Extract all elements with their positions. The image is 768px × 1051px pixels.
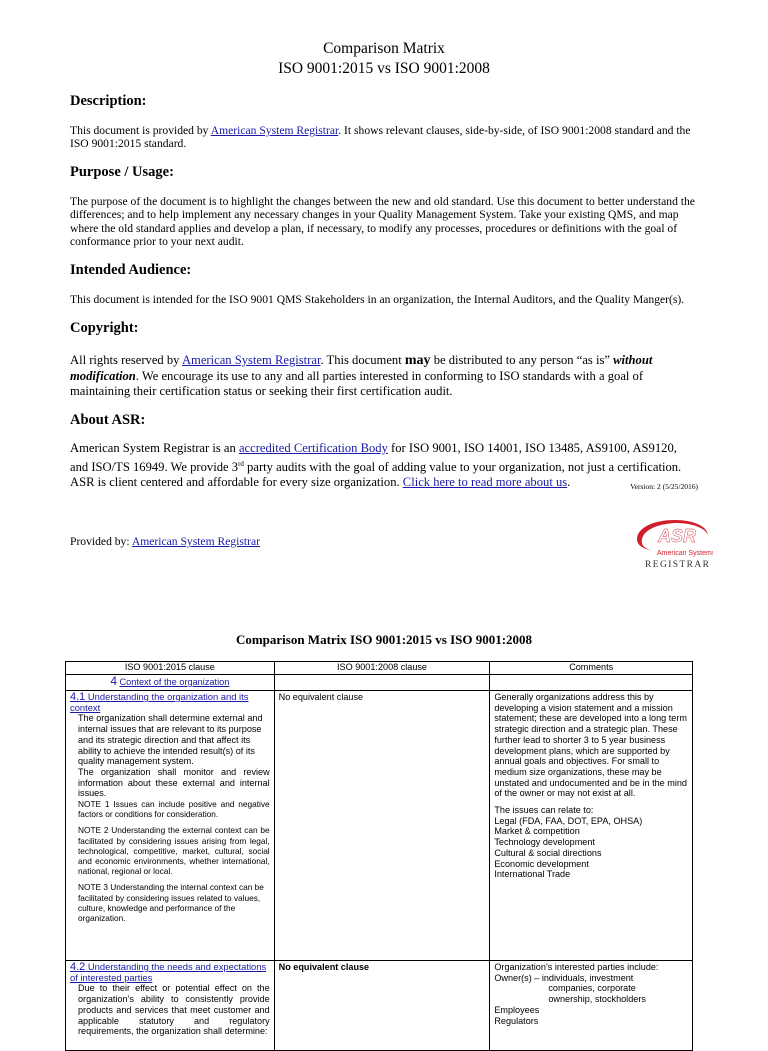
provided-by xyxy=(70,535,260,548)
table-header-row xyxy=(66,662,693,675)
column-header: ISO 9001:2015 clause xyxy=(66,662,275,675)
list-item: Market & competition xyxy=(494,826,580,837)
clause-heading xyxy=(70,692,270,713)
without-modification-emphasis: without modification xyxy=(70,353,653,383)
old-clause-cell: No equivalent clause xyxy=(274,691,490,961)
copyright-text xyxy=(70,353,698,400)
clause-number: 4.1 xyxy=(70,691,86,703)
list-item: Regulators xyxy=(494,1015,539,1026)
list-item: Legal (FDA, FAA, DOT, EPA, OHSA) xyxy=(494,815,643,826)
column-header: ISO 9001:2008 clause xyxy=(274,662,490,675)
list-item: International Trade xyxy=(494,869,571,880)
asr-logo xyxy=(633,517,713,571)
old-clause-cell: No equivalent clause xyxy=(274,961,490,1051)
comments-cell xyxy=(490,961,693,1051)
description-text xyxy=(70,124,698,151)
clause-body-2: The organization shall monitor and review information about these external and internal issues. xyxy=(78,766,270,799)
section-row xyxy=(66,675,693,691)
description-heading: Description: xyxy=(70,93,147,109)
copyright-heading: Copyright: xyxy=(70,320,139,336)
clause-link-4-2[interactable] xyxy=(70,961,266,983)
asr-link[interactable]: American System Registrar xyxy=(210,124,339,137)
comparison-table xyxy=(65,661,693,1051)
clause-number: 4.2 xyxy=(70,961,86,973)
logo-line2: REGISTRAR xyxy=(645,560,711,570)
list-item: Cultural & social directions xyxy=(494,847,602,858)
asr-link[interactable]: American System Registrar xyxy=(181,353,321,367)
copyright-text-b: . This document xyxy=(320,353,405,367)
clause-title: Understanding the needs and expectations of interested parties xyxy=(70,961,267,983)
logo-mark: ASR xyxy=(658,526,697,546)
empty-cell xyxy=(490,675,693,691)
clause-note-2: NOTE 2 Understanding the external context can be facilitated by considering issues arising from legal, technological, competitive, market, cultural, social and economic environments, whether international, national, regional or local. xyxy=(78,825,270,877)
accredited-body-link[interactable]: accredited Certification Body xyxy=(238,441,388,455)
list-item: Owner(s) – individuals, investment xyxy=(494,972,634,983)
about-text-d: . xyxy=(567,475,571,490)
version-label: Version: 2 (5/25/2016) xyxy=(630,482,698,491)
table-row xyxy=(66,691,693,961)
about-heading: About ASR: xyxy=(70,412,146,428)
about-text xyxy=(70,441,698,491)
clause-link-4-1[interactable] xyxy=(70,691,248,713)
audience-heading: Intended Audience: xyxy=(70,262,192,278)
provided-by-label: Provided by: xyxy=(70,535,132,548)
copyright-text-c: be distributed to any person “as is” xyxy=(430,353,614,367)
table-row xyxy=(66,961,693,1051)
column-header: Comments xyxy=(490,662,693,675)
comments-cell xyxy=(490,691,693,961)
list-item: Employees xyxy=(494,1004,540,1015)
audience-text: This document is intended for the ISO 9001 QMS Stakeholders in an organization, the Internal Auditors, and the Quality Manger(s). xyxy=(70,293,685,306)
comments-intro: Organization’s interested parties include: xyxy=(494,962,659,972)
empty-cell xyxy=(274,675,490,691)
logo-line1: American Systems xyxy=(657,550,713,557)
copyright-text-a: All rights reserved by xyxy=(70,353,182,367)
asr-logo-graphic xyxy=(633,517,713,571)
issues-intro: The issues can relate to: xyxy=(494,805,594,816)
clause-cell xyxy=(66,961,275,1051)
clause-cell xyxy=(66,691,275,961)
list-item: ownership, stockholders xyxy=(548,994,646,1005)
clause-body: The organization shall determine external and internal issues that are relevant to its purpose and its strategic direction and that affect its ability to achieve the intended result(s) of its quality management system. xyxy=(78,713,263,767)
provided-by-link[interactable]: American System Registrar xyxy=(131,535,260,548)
read-more-link[interactable]: Click here to read more about us xyxy=(402,475,568,490)
description-text-b: . It shows relevant clauses, side-by-side, of ISO 9001:2008 standard and the ISO 9001:2015 standard. xyxy=(70,124,691,151)
clause-note-3: NOTE 3 Understanding the internal context can be facilitated by considering issues related to values, culture, knowledge and performance of the organization. xyxy=(78,882,264,924)
list-item: Technology development xyxy=(494,837,595,848)
document-subtitle: ISO 9001:2015 vs ISO 9001:2008 xyxy=(278,60,490,77)
document-title: Comparison Matrix xyxy=(323,40,445,57)
copyright-text-d: . We encourage its use to any and all parties interested in conforming to ISO standards with a goal of maintaining their certification status or seeking their first certification audit. xyxy=(70,368,644,398)
about-text-a: American System Registrar is an xyxy=(70,441,239,455)
clause-note-1: NOTE 1 Issues can include positive and negative factors or conditions for consideration. xyxy=(78,799,270,820)
ordinal-suffix: rd xyxy=(238,459,244,468)
description-text-a: This document is provided by xyxy=(70,124,211,137)
comments-text: Generally organizations address this by developing a vision statement and a mission statement; these are developed into a long term strategic direction and a strategic plan. These further lead to shorter 3 to 5 year business development plans, which are supported by annual goals and objectives. For small to medium size organizations, these may be unstated and undocumented and be in the mind of the owner or may not exist at all. xyxy=(494,692,687,799)
matrix-title: Comparison Matrix ISO 9001:2015 vs ISO 9001:2008 xyxy=(235,632,533,647)
may-emphasis: may xyxy=(404,353,431,368)
purpose-heading: Purpose / Usage: xyxy=(70,164,174,180)
clause-body: Due to their effect or potential effect on the organization’s ability to consistently provide products and services that meet customer and applicable statutory and regulatory requirements, the organization shall determine: xyxy=(78,983,270,1037)
section-cell xyxy=(66,675,275,691)
section-title-link[interactable]: Context of the organization xyxy=(119,677,230,687)
clause-title: Understanding the organization and its context xyxy=(70,691,249,713)
about-text-b: for ISO 9001, ISO 14001, ISO 13485, AS9100, AS9120, and ISO/TS 16949. We provide 3 xyxy=(70,441,677,474)
purpose-text: The purpose of the document is to highlight the changes between the new and old standard. Use this document to better understand the differences; and to help implement any necessary changes in your Quality Management System. Take your existing QMS, and map where the old standard applies and develop a plan, if necessary, to modify any processes, procedures or definitions with the goal of conformance prior to your next audit. xyxy=(70,195,695,248)
section-number: 4 xyxy=(110,674,117,688)
clause-heading xyxy=(70,962,270,983)
about-text-c: party audits with the goal of adding value to your organization, not just a certification. ASR is client centered and affordable for every size organization. xyxy=(70,459,682,490)
list-item: Economic development xyxy=(494,858,589,869)
list-item: companies, corporate xyxy=(548,983,636,994)
